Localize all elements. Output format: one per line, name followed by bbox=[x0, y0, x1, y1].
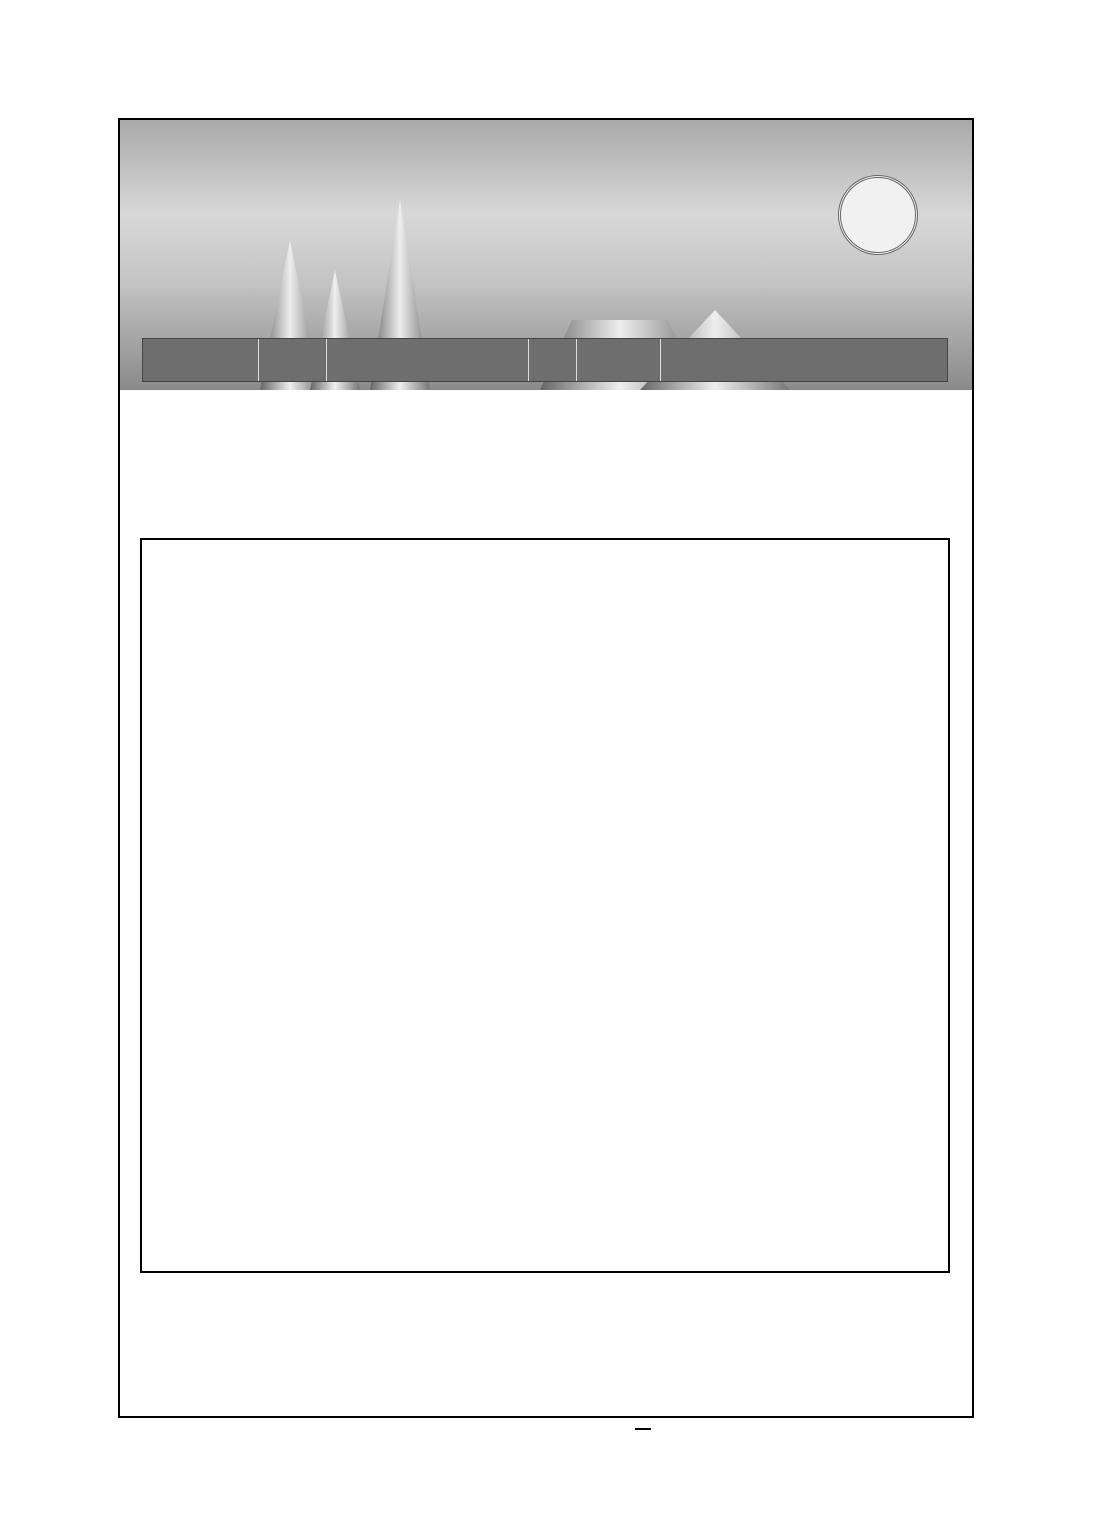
col-departure bbox=[259, 339, 327, 381]
emblem-logo bbox=[838, 175, 918, 255]
col-route bbox=[143, 339, 259, 381]
banner bbox=[120, 120, 972, 390]
col-peer-price bbox=[529, 339, 577, 381]
col-dates bbox=[327, 339, 529, 381]
table-header bbox=[142, 338, 948, 382]
itinerary-table bbox=[140, 538, 950, 1273]
edition-badge bbox=[635, 1428, 651, 1430]
col-suggested bbox=[577, 339, 661, 381]
advert-frame bbox=[118, 118, 974, 1418]
col-features bbox=[661, 339, 947, 381]
